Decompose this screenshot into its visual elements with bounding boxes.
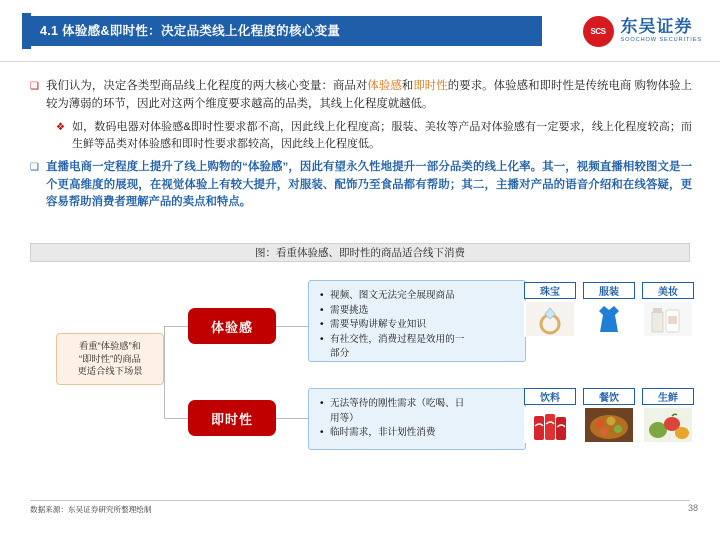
desc-item: • 无法等待的刚性需求（吃喝、日: [330, 397, 515, 411]
description-box-immediacy: [308, 388, 526, 450]
tile-dining: [583, 388, 635, 443]
description-box-experience: [308, 280, 526, 362]
header-divider: [0, 61, 720, 62]
logo-mark-icon: SCS: [583, 16, 614, 47]
pill-immediacy: 即时性: [188, 400, 276, 436]
source-label-line-2: “即时性”的商品: [79, 353, 141, 364]
bullet-item-2: [56, 119, 692, 153]
slide-header: [0, 0, 720, 62]
bullet-seg-highlight-immediacy: 即时性: [413, 80, 448, 92]
page-title: 4.1 体验感&即时性：决定品类线上化程度的核心变量: [40, 24, 341, 38]
connector-line: [164, 418, 188, 419]
tile-jewelry: [524, 282, 576, 337]
bullet-seg-highlight-experience: 体验感: [367, 80, 402, 92]
soda-cans-icon: [524, 407, 576, 443]
page-number: 38: [687, 503, 698, 513]
footer-source: 数据来源：东吴证券研究所整理绘制: [30, 505, 152, 514]
food-platter-icon: [583, 407, 635, 443]
tile-label: 饮料: [524, 388, 576, 405]
figure-diagram: [30, 270, 690, 475]
desc-item: • 有社交性，消费过程是效用的一: [330, 333, 515, 347]
dress-icon: [583, 301, 635, 337]
desc-item: • 临时需求，非计划性消费: [330, 426, 515, 440]
source-label-line-3: 更适合线下场景: [77, 366, 143, 377]
connector-line: [276, 326, 308, 327]
desc-item-cont: 部分: [330, 348, 350, 360]
bullet-seg: 的要求。体验感和即时性是传统电商 购物体验上较为薄弱的环节，因此对这两个维度要求越高的品类，其线上化程度就越低。: [46, 80, 692, 110]
ring-icon: [524, 301, 576, 337]
tile-label: 珠宝: [524, 282, 576, 299]
desc-item: • 视频、图文无法完全展现商品: [330, 289, 515, 303]
bullet-marker: ❑: [30, 162, 39, 173]
tile-apparel: [583, 282, 635, 337]
bullet-marker: ❑: [30, 81, 39, 92]
fresh-produce-icon: [642, 407, 694, 443]
figure-caption: 图：看重体验感、即时性的商品适合线下消费: [30, 243, 690, 262]
company-logo: [583, 14, 702, 48]
tile-cosmetics: [642, 282, 694, 337]
bullet-text-3: 直播电商一定程度上提升了线上购物的“体验感”，因此有望永久性地提升一部分品类的线上化率。其一，视频直播相较图文是一个更高维度的展现，在视觉体验上有较大提升，对服装、配饰乃至食品都有帮助；其二，主播对产品的语音介绍和在线答疑，更容易帮助消费者理解产品的卖点和特点。: [46, 161, 692, 208]
bullet-item-3: [30, 159, 692, 212]
bullet-text-1: [46, 78, 692, 113]
source-label-line-1: 看重“体验感”和: [79, 341, 141, 352]
bullet-item-1: [30, 78, 692, 113]
connector-line: [276, 418, 308, 419]
bullet-text-2: 如，数码电器对体验感&即时性要求都不高，因此线上化程度高；服装、美妆等产品对体验感有一定要求，线上化程度较高；而生鲜等品类对体验感和即时性要求都较高，因此线上化程度低。: [72, 121, 692, 150]
body-bullet-list: [30, 78, 692, 218]
bullet-seg: 我们认为，决定各类型商品线上化程度的两大核心变量：商品对: [46, 80, 368, 92]
tile-label: 美妆: [642, 282, 694, 299]
tile-fresh-produce: [642, 388, 694, 443]
cosmetics-icon: [642, 301, 694, 337]
logo-text-cn: 东吴证券: [620, 17, 693, 36]
tile-beverage: [524, 388, 576, 443]
desc-item-cont: 用等）: [330, 412, 359, 424]
logo-text-en: SOOCHOW SECURITIES: [620, 37, 702, 43]
desc-item: • 需要挑选: [330, 304, 515, 318]
source-label-box: [56, 333, 164, 385]
tile-label: 服装: [583, 282, 635, 299]
tile-label: 餐饮: [583, 388, 635, 405]
desc-item: • 需要导购讲解专业知识: [330, 318, 515, 332]
bullet-marker: ❖: [56, 122, 65, 133]
pill-experience: 体验感: [188, 308, 276, 344]
connector-line: [164, 326, 188, 327]
tile-label: 生鲜: [642, 388, 694, 405]
bullet-seg: 和: [401, 80, 414, 92]
footer-divider: [30, 500, 690, 501]
connector-line: [164, 326, 165, 419]
